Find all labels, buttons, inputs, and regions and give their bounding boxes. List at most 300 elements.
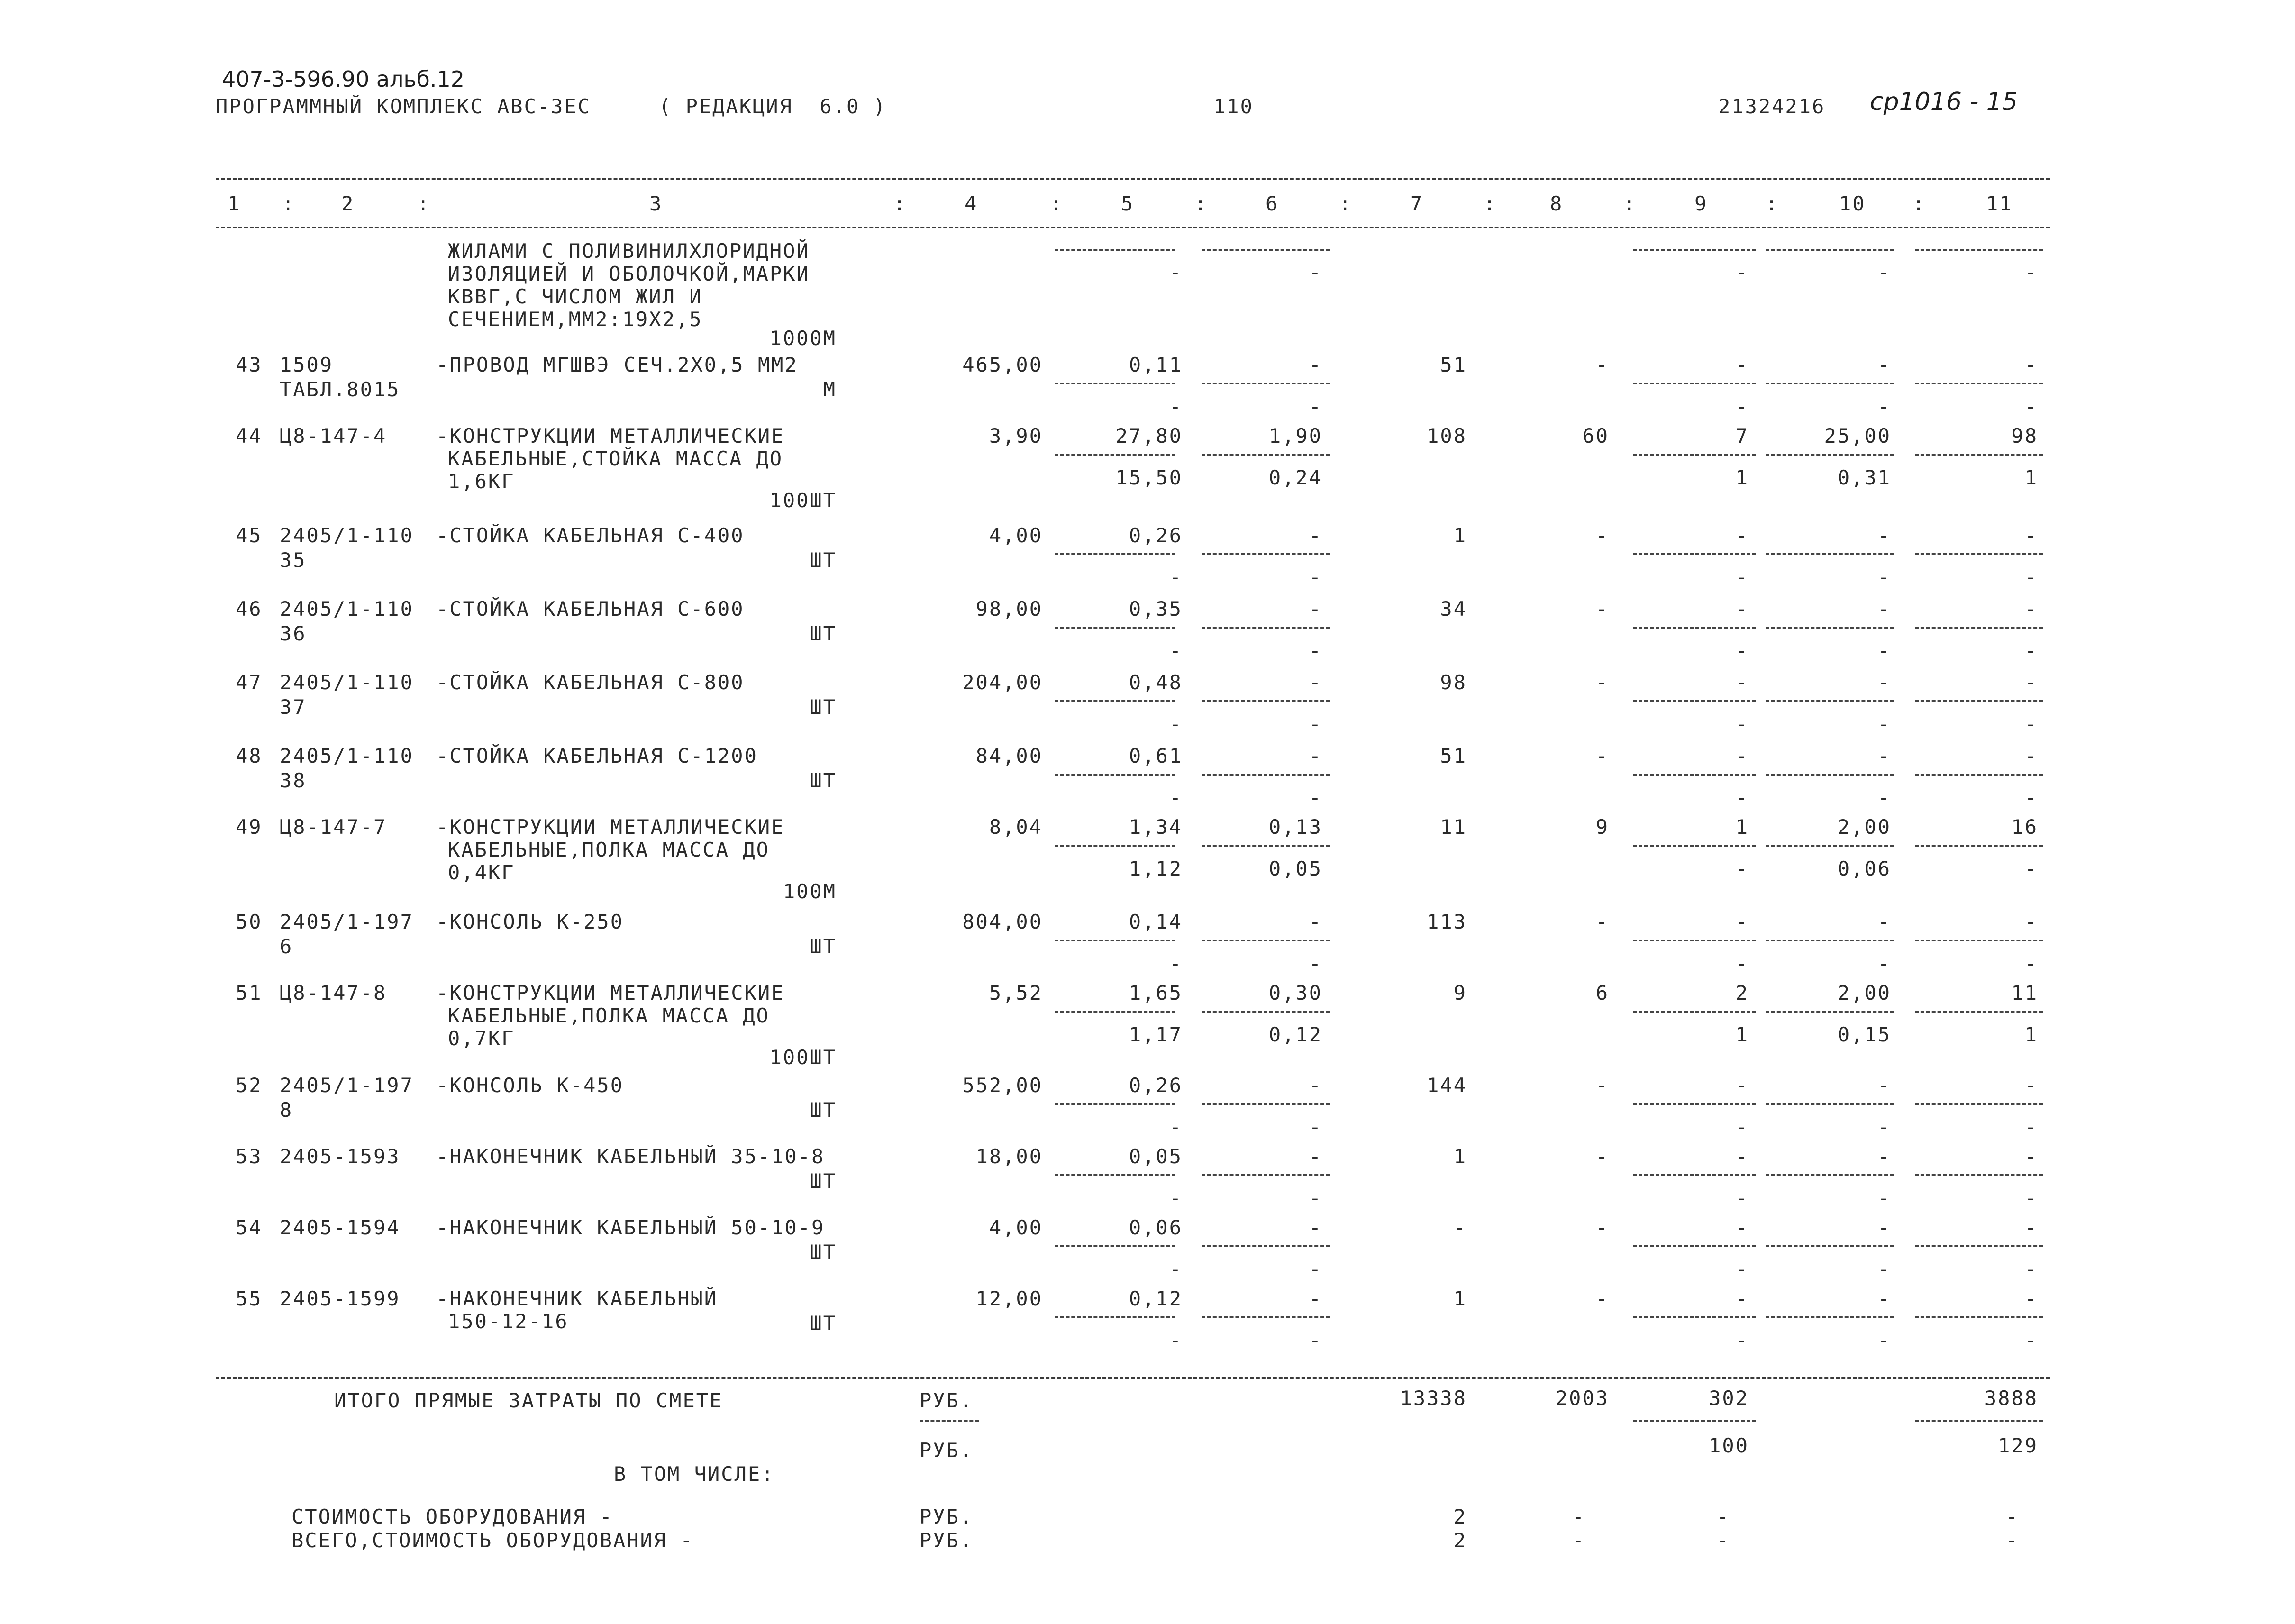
unit-cost-machines: - <box>1309 1287 1322 1310</box>
value-separator-line <box>1915 1011 2043 1013</box>
value-separator-line <box>1915 249 2043 251</box>
value-separator-line <box>1055 1316 1175 1318</box>
machine-hours-unit: 0,06 <box>1837 857 1891 880</box>
price-code: 2405-1599 <box>280 1287 401 1310</box>
quantity: 8,04 <box>989 815 1043 839</box>
labor-hours-total: - <box>2024 353 2038 376</box>
unit-wage: - <box>1169 566 1183 589</box>
price-code: 2405/1-110 <box>280 524 414 547</box>
page-number: 110 <box>1213 95 1254 118</box>
unit-wage: - <box>1169 786 1183 809</box>
header-bottom-rule <box>216 227 2050 228</box>
unit-machine-wage: - <box>1309 566 1322 589</box>
unit-of-measure: 1000М <box>769 327 837 350</box>
column-separator: : <box>282 192 296 215</box>
quantity: 98,00 <box>975 597 1043 620</box>
column-separator: : <box>417 192 431 215</box>
value-separator-line <box>1202 1103 1330 1105</box>
value-separator-line <box>1633 700 1756 702</box>
price-code: 2405/1-197 <box>280 1074 414 1097</box>
edition-label: ( РЕДАКЦИЯ 6.0 ) <box>659 95 887 118</box>
value-separator-line <box>1915 1103 2043 1105</box>
machine-hours-total: - <box>2024 857 2038 880</box>
labor-hours-total: 11 <box>2011 981 2038 1004</box>
wages-cost: - <box>1595 1145 1609 1168</box>
total-cost: 144 <box>1427 1074 1467 1097</box>
wages-cost: - <box>1595 1074 1609 1097</box>
unit-of-measure: М <box>823 378 837 401</box>
value-separator-line <box>1766 940 1894 941</box>
description-line: ЖИЛАМИ С ПОЛИВИНИЛХЛОРИДНОЙ <box>448 239 810 263</box>
description-line: 1,6КГ <box>448 470 515 493</box>
total-cost: 51 <box>1440 353 1467 376</box>
total-cost: 98 <box>1440 671 1467 694</box>
total-equipment-wages: - <box>1572 1529 1585 1552</box>
machines-cost: - <box>1735 1074 1749 1097</box>
unit-cost-machines: - <box>1309 597 1322 620</box>
total-cost: 11 <box>1440 815 1467 839</box>
column-separator: : <box>1484 192 1497 215</box>
value-separator-line <box>1055 700 1175 702</box>
value-separator-line <box>920 1420 979 1422</box>
value-separator-line <box>1915 1245 2043 1247</box>
price-code-suffix: ТАБЛ.8015 <box>280 378 401 401</box>
machines-cost: - <box>1735 524 1749 547</box>
labor-hours-total: - <box>2024 261 2038 284</box>
column-header-3: 3 <box>649 192 663 215</box>
machine-wage-total: - <box>1735 857 1749 880</box>
quantity: 3,90 <box>989 424 1043 447</box>
value-separator-line <box>1915 940 2043 941</box>
value-separator-line <box>1202 1316 1330 1318</box>
value-separator-line <box>1633 249 1756 251</box>
machine-hours-total: - <box>2024 1186 2038 1210</box>
column-separator: : <box>1050 192 1064 215</box>
machine-hours-unit: - <box>1877 395 1891 418</box>
price-code: 2405/1-110 <box>280 597 414 620</box>
value-separator-line <box>1915 845 2043 847</box>
machine-hours-unit: 0,15 <box>1837 1023 1891 1046</box>
description-line: -ПРОВОД МГШВЭ СЕЧ.2Х0,5 ММ2 <box>436 353 798 376</box>
machines-cost: 7 <box>1735 424 1749 447</box>
machine-hours-unit: - <box>1877 952 1891 975</box>
wages-cost: 60 <box>1582 424 1609 447</box>
equipment-labor-hours: - <box>2005 1505 2019 1528</box>
row-number: 51 <box>236 981 263 1004</box>
description-line: -КОНСОЛЬ К-250 <box>436 910 624 933</box>
unit-wage: 1,12 <box>1129 857 1183 880</box>
quantity: 12,00 <box>975 1287 1043 1310</box>
unit-machine-wage: - <box>1309 1186 1322 1210</box>
unit-machine-wage: - <box>1309 1258 1322 1281</box>
unit-of-measure: ШТ <box>810 1169 837 1193</box>
description-line: -КОНСТРУКЦИИ МЕТАЛЛИЧЕСКИЕ <box>436 424 785 447</box>
total-cost: 34 <box>1440 597 1467 620</box>
totals-machines: 302 <box>1709 1387 1749 1410</box>
row-number: 52 <box>236 1074 263 1097</box>
description-line: -НАКОНЕЧНИК КАБЕЛЬНЫЙ <box>436 1287 718 1310</box>
value-separator-line <box>1633 1103 1756 1105</box>
column-separator: : <box>1194 192 1208 215</box>
value-separator-line <box>1766 700 1894 702</box>
value-separator-line <box>1055 454 1175 456</box>
labor-hours-unit: 2,00 <box>1837 815 1891 839</box>
value-separator-line <box>1766 1011 1894 1013</box>
equipment-machines: - <box>1716 1505 1730 1528</box>
row-number: 48 <box>236 744 263 767</box>
description-line: 150-12-16 <box>448 1310 569 1333</box>
machines-cost: - <box>1735 671 1749 694</box>
value-separator-line <box>1766 1103 1894 1105</box>
machine-hours-total: - <box>2024 639 2038 662</box>
unit-wage: - <box>1169 1186 1183 1210</box>
value-separator-line <box>1055 1103 1175 1105</box>
value-separator-line <box>1055 1174 1175 1176</box>
quantity: 5,52 <box>989 981 1043 1004</box>
labor-hours-unit: - <box>1877 353 1891 376</box>
machine-hours-total: - <box>2024 712 2038 736</box>
column-header-8: 8 <box>1550 192 1564 215</box>
row-number: 55 <box>236 1287 263 1310</box>
totals-unit-secondary: РУБ. <box>920 1439 974 1462</box>
machine-hours-unit: 0,31 <box>1837 466 1891 489</box>
machine-hours-unit: - <box>1877 786 1891 809</box>
labor-hours-unit: 25,00 <box>1824 424 1891 447</box>
wages-cost: - <box>1595 744 1609 767</box>
value-separator-line <box>1055 1245 1175 1247</box>
value-separator-line <box>1633 454 1756 456</box>
quantity: 552,00 <box>962 1074 1043 1097</box>
row-number: 50 <box>236 910 263 933</box>
description-line: -КОНСТРУКЦИИ МЕТАЛЛИЧЕСКИЕ <box>436 981 785 1004</box>
quantity: 4,00 <box>989 524 1043 547</box>
unit-cost-machines: 0,13 <box>1268 815 1322 839</box>
value-separator-line <box>1915 454 2043 456</box>
program-title: ПРОГРАММНЫЙ КОМПЛЕКС АВС-3ЕС <box>216 95 592 118</box>
machine-hours-unit: - <box>1877 1258 1891 1281</box>
wages-cost: - <box>1595 1216 1609 1239</box>
total-cost: 51 <box>1440 744 1467 767</box>
labor-hours-total: - <box>2024 1287 2038 1310</box>
unit-of-measure: 100ШТ <box>769 489 837 512</box>
value-separator-line <box>1915 774 2043 776</box>
quantity: 804,00 <box>962 910 1043 933</box>
machines-cost: 1 <box>1735 815 1749 839</box>
value-separator-line <box>1202 249 1330 251</box>
unit-machine-wage: - <box>1309 395 1322 418</box>
machine-wage-total: 1 <box>1735 1023 1749 1046</box>
wages-cost: - <box>1595 910 1609 933</box>
labor-hours-unit: - <box>1877 261 1891 284</box>
unit-of-measure: ШТ <box>810 1241 837 1264</box>
value-separator-line <box>1915 627 2043 629</box>
total-cost: 113 <box>1427 910 1467 933</box>
labor-hours-total: - <box>2024 744 2038 767</box>
machines-cost: - <box>1735 1287 1749 1310</box>
description-line: ИЗОЛЯЦИЕЙ И ОБОЛОЧКОЙ,МАРКИ <box>448 262 810 285</box>
value-separator-line <box>1915 1316 2043 1318</box>
unit-cost-machines: - <box>1309 1145 1322 1168</box>
value-separator-line <box>1766 454 1894 456</box>
row-number: 45 <box>236 524 263 547</box>
equipment-cost-unit: РУБ. <box>920 1505 974 1528</box>
machine-wage-total: - <box>1735 1186 1749 1210</box>
handwritten-sheet-number: ср1016 - 15 <box>1870 88 2018 116</box>
column-separator: : <box>893 192 907 215</box>
unit-of-measure: ШТ <box>810 769 837 792</box>
wages-cost: - <box>1595 597 1609 620</box>
totals-machine-wages: 100 <box>1709 1434 1749 1457</box>
unit-cost-total: 0,35 <box>1129 597 1183 620</box>
totals-machine-hours: 129 <box>1998 1434 2038 1457</box>
document-code: 21324216 <box>1718 95 1826 118</box>
unit-cost-machines: 1,90 <box>1268 424 1322 447</box>
value-separator-line <box>1766 383 1894 384</box>
unit-of-measure: ШТ <box>810 622 837 645</box>
unit-wage: 1,17 <box>1129 1023 1183 1046</box>
unit-cost-machines: - <box>1309 1074 1322 1097</box>
total-cost: - <box>1453 1216 1467 1239</box>
machine-hours-total: - <box>2024 952 2038 975</box>
machine-hours-unit: - <box>1877 712 1891 736</box>
price-code: Ц8-147-7 <box>280 815 387 839</box>
value-separator-line <box>1202 774 1330 776</box>
labor-hours-unit: 2,00 <box>1837 981 1891 1004</box>
unit-cost-machines: - <box>1309 910 1322 933</box>
machine-hours-total: - <box>2024 566 2038 589</box>
labor-hours-unit: - <box>1877 1287 1891 1310</box>
column-header-6: 6 <box>1266 192 1279 215</box>
value-separator-line <box>1202 1245 1330 1247</box>
labor-hours-total: - <box>2024 1074 2038 1097</box>
unit-cost-total: 0,14 <box>1129 910 1183 933</box>
labor-hours-total: - <box>2024 1216 2038 1239</box>
value-separator-line <box>1633 774 1756 776</box>
unit-of-measure: 100М <box>783 880 837 903</box>
total-equipment-total-cost: 2 <box>1453 1529 1467 1552</box>
price-code: 2405/1-110 <box>280 671 414 694</box>
handwritten-reference: 407-3-596.90 альб.12 <box>222 66 465 92</box>
wages-cost: - <box>1595 671 1609 694</box>
unit-wage: 15,50 <box>1115 466 1183 489</box>
machines-cost: - <box>1735 910 1749 933</box>
value-separator-line <box>1055 627 1175 629</box>
machines-cost: - <box>1735 353 1749 376</box>
total-equipment-cost-label: ВСЕГО,СТОИМОСТЬ ОБОРУДОВАНИЯ - <box>291 1529 694 1552</box>
wages-cost: - <box>1595 524 1609 547</box>
machine-hours-total: - <box>2024 1258 2038 1281</box>
unit-wage: - <box>1169 639 1183 662</box>
value-separator-line <box>1633 1316 1756 1318</box>
value-separator-line <box>1055 383 1175 384</box>
row-number: 44 <box>236 424 263 447</box>
machine-hours-unit: - <box>1877 1115 1891 1139</box>
labor-hours-unit: - <box>1877 671 1891 694</box>
equipment-cost-label: СТОИМОСТЬ ОБОРУДОВАНИЯ - <box>291 1505 613 1528</box>
total-equipment-labor-hours: - <box>2005 1529 2019 1552</box>
unit-machine-wage: 0,12 <box>1268 1023 1322 1046</box>
value-separator-line <box>1202 627 1330 629</box>
value-separator-line <box>1202 454 1330 456</box>
unit-wage: - <box>1169 1258 1183 1281</box>
row-number: 47 <box>236 671 263 694</box>
machines-cost: - <box>1735 1145 1749 1168</box>
quantity: 4,00 <box>989 1216 1043 1239</box>
quantity: 465,00 <box>962 353 1043 376</box>
wages-cost: - <box>1595 353 1609 376</box>
labor-hours-total: - <box>2024 1145 2038 1168</box>
value-separator-line <box>1633 1420 1756 1422</box>
unit-cost-total: 0,05 <box>1129 1145 1183 1168</box>
row-number: 53 <box>236 1145 263 1168</box>
machine-hours-total: 1 <box>2024 1023 2038 1046</box>
machine-wage-total: - <box>1735 712 1749 736</box>
value-separator-line <box>1766 1174 1894 1176</box>
unit-machine-wage: - <box>1309 639 1322 662</box>
quantity: 18,00 <box>975 1145 1043 1168</box>
totals-unit: РУБ. <box>920 1389 974 1412</box>
price-code: 1509 <box>280 353 334 376</box>
row-number: 43 <box>236 353 263 376</box>
value-separator-line <box>1633 1174 1756 1176</box>
price-code-suffix: 36 <box>280 622 307 645</box>
unit-machine-wage: - <box>1309 1329 1322 1352</box>
totals-label: ИТОГО ПРЯМЫЕ ЗАТРАТЫ ПО СМЕТЕ <box>334 1389 723 1412</box>
value-separator-line <box>1633 553 1756 555</box>
value-separator-line <box>1766 249 1894 251</box>
total-cost: 9 <box>1453 981 1467 1004</box>
unit-cost-total: 0,26 <box>1129 1074 1183 1097</box>
wages-cost: 9 <box>1595 815 1609 839</box>
unit-of-measure: ШТ <box>810 1312 837 1335</box>
unit-cost-machines: - <box>1309 744 1322 767</box>
total-cost: 1 <box>1453 1287 1467 1310</box>
value-separator-line <box>1766 1316 1894 1318</box>
description-line: -НАКОНЕЧНИК КАБЕЛЬНЫЙ 35-10-8 <box>436 1145 825 1168</box>
labor-hours-total: - <box>2024 671 2038 694</box>
unit-cost-machines: - <box>1309 524 1322 547</box>
unit-cost-total: 0,12 <box>1129 1287 1183 1310</box>
unit-cost-total: - <box>1169 261 1183 284</box>
unit-cost-total: 0,61 <box>1129 744 1183 767</box>
labor-hours-unit: - <box>1877 910 1891 933</box>
unit-wage: - <box>1169 1115 1183 1139</box>
unit-of-measure: 100ШТ <box>769 1046 837 1069</box>
unit-cost-total: 1,34 <box>1129 815 1183 839</box>
column-header-11: 11 <box>1986 192 2013 215</box>
unit-machine-wage: 0,05 <box>1268 857 1322 880</box>
unit-cost-machines: - <box>1309 1216 1322 1239</box>
total-equipment-cost-unit: РУБ. <box>920 1529 974 1552</box>
total-cost: 1 <box>1453 1145 1467 1168</box>
column-header-10: 10 <box>1839 192 1866 215</box>
machine-wage-total: - <box>1735 566 1749 589</box>
description-line: -СТОЙКА КАБЕЛЬНАЯ С-1200 <box>436 744 758 767</box>
value-separator-line <box>1915 383 2043 384</box>
value-separator-line <box>1633 627 1756 629</box>
value-separator-line <box>1766 553 1894 555</box>
price-code: 2405/1-110 <box>280 744 414 767</box>
unit-cost-total: 0,48 <box>1129 671 1183 694</box>
value-separator-line <box>1055 249 1175 251</box>
total-equipment-machines: - <box>1716 1529 1730 1552</box>
unit-of-measure: ШТ <box>810 548 837 572</box>
column-separator: : <box>1623 192 1637 215</box>
machine-hours-unit: - <box>1877 566 1891 589</box>
description-line: КВВГ,С ЧИСЛОМ ЖИЛ И <box>448 285 703 308</box>
description-line: КАБЕЛЬНЫЕ,ПОЛКА МАССА ДО <box>448 1004 770 1027</box>
column-header-1: 1 <box>228 192 241 215</box>
price-code-suffix: 38 <box>280 769 307 792</box>
unit-cost-machines: - <box>1309 353 1322 376</box>
unit-wage: - <box>1169 1329 1183 1352</box>
column-header-7: 7 <box>1410 192 1424 215</box>
labor-hours-total: 16 <box>2011 815 2038 839</box>
machine-hours-total: - <box>2024 395 2038 418</box>
machines-cost: - <box>1735 597 1749 620</box>
machine-hours-unit: - <box>1877 1186 1891 1210</box>
machine-wage-total: - <box>1735 952 1749 975</box>
row-number: 46 <box>236 597 263 620</box>
description-line: КАБЕЛЬНЫЕ,ПОЛКА МАССА ДО <box>448 838 770 861</box>
machines-cost: - <box>1735 261 1749 284</box>
unit-of-measure: ШТ <box>810 935 837 958</box>
labor-hours-total: - <box>2024 524 2038 547</box>
machine-wage-total: 1 <box>1735 466 1749 489</box>
column-separator: : <box>1766 192 1779 215</box>
value-separator-line <box>1766 845 1894 847</box>
value-separator-line <box>1055 774 1175 776</box>
description-line: -КОНСОЛЬ К-450 <box>436 1074 624 1097</box>
including-label: В ТОМ ЧИСЛЕ: <box>614 1462 775 1486</box>
value-separator-line <box>1633 383 1756 384</box>
unit-cost-machines: - <box>1309 671 1322 694</box>
total-cost: 108 <box>1427 424 1467 447</box>
value-separator-line <box>1202 383 1330 384</box>
quantity: 204,00 <box>962 671 1043 694</box>
unit-cost-machines: 0,30 <box>1268 981 1322 1004</box>
machine-hours-total: 1 <box>2024 466 2038 489</box>
description-line: СЕЧЕНИЕМ,ММ2:19Х2,5 <box>448 308 703 331</box>
machine-hours-unit: - <box>1877 1329 1891 1352</box>
unit-cost-total: 0,06 <box>1129 1216 1183 1239</box>
machine-hours-total: - <box>2024 1329 2038 1352</box>
machine-hours-total: - <box>2024 1115 2038 1139</box>
totals-wages: 2003 <box>1555 1387 1609 1410</box>
unit-machine-wage: 0,24 <box>1268 466 1322 489</box>
totals-labor-hours: 3888 <box>1984 1387 2038 1410</box>
value-separator-line <box>1915 1174 2043 1176</box>
machine-wage-total: - <box>1735 1329 1749 1352</box>
unit-cost-total: 27,80 <box>1115 424 1183 447</box>
value-separator-line <box>1915 1420 2043 1422</box>
description-line: -СТОЙКА КАБЕЛЬНАЯ С-400 <box>436 524 745 547</box>
value-separator-line <box>1633 1245 1756 1247</box>
column-separator: : <box>1912 192 1926 215</box>
price-code-suffix: 8 <box>280 1098 293 1122</box>
machine-wage-total: - <box>1735 1258 1749 1281</box>
row-number: 49 <box>236 815 263 839</box>
value-separator-line <box>1633 845 1756 847</box>
unit-cost-total: 0,26 <box>1129 524 1183 547</box>
unit-wage: - <box>1169 395 1183 418</box>
equipment-total-cost: 2 <box>1453 1505 1467 1528</box>
machine-wage-total: - <box>1735 639 1749 662</box>
value-separator-line <box>1633 940 1756 941</box>
price-code: Ц8-147-4 <box>280 424 387 447</box>
machine-hours-total: - <box>2024 786 2038 809</box>
value-separator-line <box>1202 1174 1330 1176</box>
